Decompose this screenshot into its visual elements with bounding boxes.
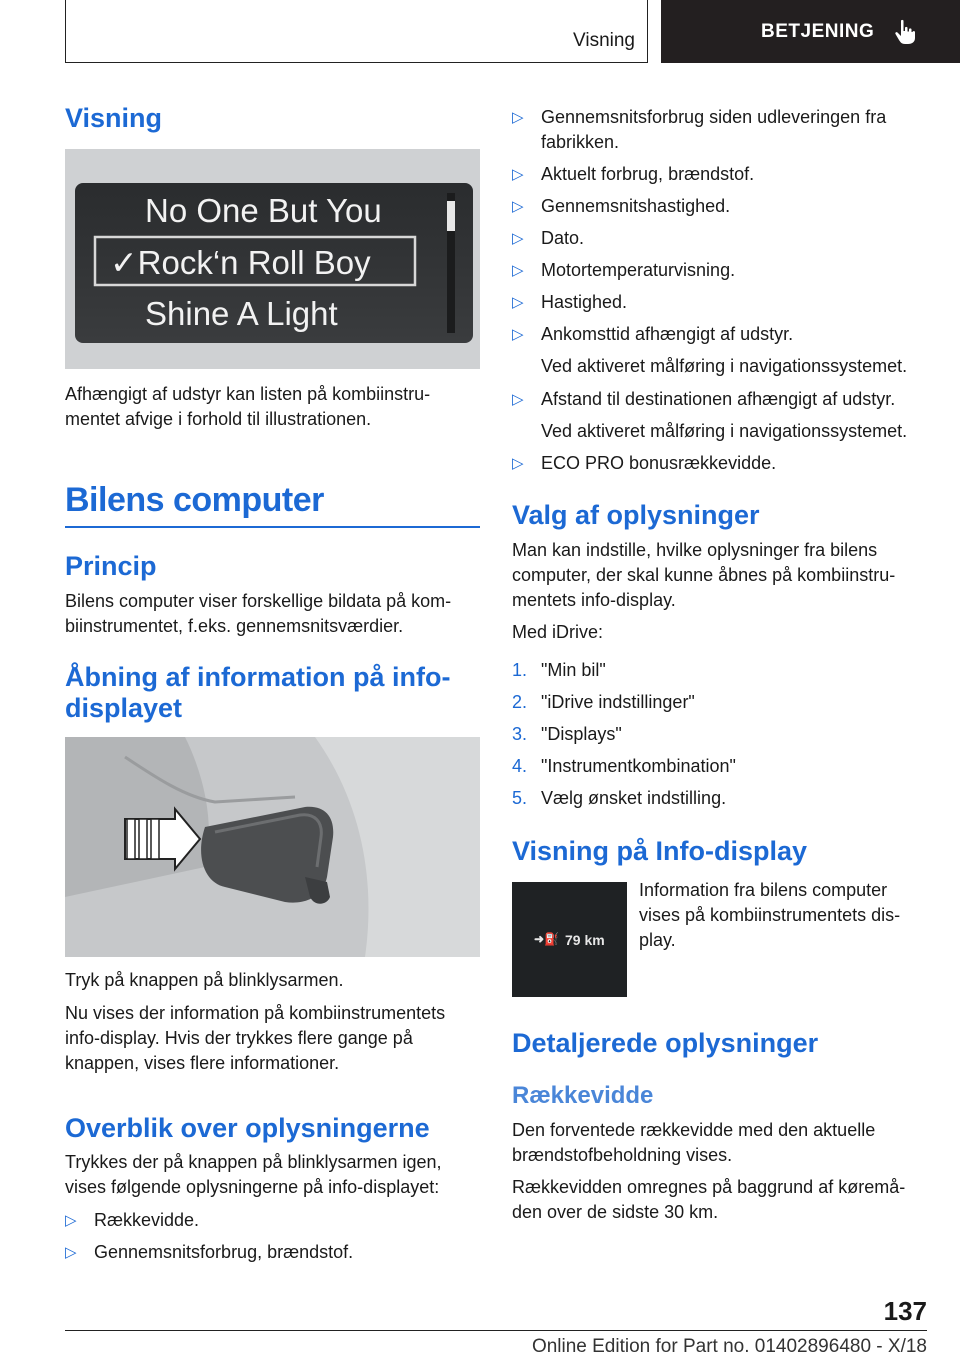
bullet-triangle-icon: ▷ <box>512 455 524 472</box>
bullet-triangle-icon: ▷ <box>512 391 524 408</box>
overblik-text: Trykkes der på knappen på blinklysarmen igen, vises følgende oplysningerne på info-displayet: <box>65 1152 442 1197</box>
infodisplay-title: Visning på Info-display <box>512 836 808 866</box>
bullet-triangle-icon: ▷ <box>512 166 524 183</box>
bullet-triangle-icon: ▷ <box>65 1212 77 1229</box>
fuel-range-icon: ➜⛽ <box>534 932 559 946</box>
song-item-2: ✓Rock‘n Roll Boy <box>110 244 371 281</box>
bullet-triangle-icon: ▷ <box>512 198 524 215</box>
figure-caption: Afhængigt af udstyr kan listen på kombiinstru-mentet afvige i forhold til illustrationen. <box>65 384 431 429</box>
bullet-triangle-icon: ▷ <box>65 1244 77 1261</box>
turn-signal-lever-figure <box>65 737 480 957</box>
footer-edition: Online Edition for Part no. 01402896480 - X/18 <box>531 1336 927 1357</box>
hand-pointer-icon <box>894 19 916 45</box>
infodisplay-text: Information fra bilens computer vises på kombiinstrumentets dis-play. <box>639 880 901 950</box>
section-title: Bilens computer <box>65 481 480 528</box>
bullet-triangle-icon: ▷ <box>512 109 524 126</box>
princip-text: Bilens computer viser forskellige bildata på kom-biinstrumentet, f.eks. gennemsnitsværdier. <box>65 591 452 636</box>
bullet-triangle-icon: ▷ <box>512 230 524 247</box>
visning-title: Visning <box>65 103 163 133</box>
page-number: 137 <box>883 1296 927 1326</box>
header-chapter-box <box>661 0 960 63</box>
song-item-3: Shine A Light <box>145 295 338 332</box>
overblik-title: Overblik over oplysningerne <box>65 1113 430 1143</box>
med-idrive-label: Med iDrive: <box>512 622 604 642</box>
raekke-title: Rækkevidde <box>512 1082 654 1109</box>
display-readout: 79 km <box>565 932 605 948</box>
aabning-title: Åbning af information på info-displayet <box>65 662 451 723</box>
header-section-box <box>65 0 648 63</box>
header-section-title: Visning <box>573 30 635 51</box>
raekke-text-1: Den forventede rækkevidde med den aktuelle brændstofbeholdning vises. <box>512 1120 876 1165</box>
bullet-triangle-icon: ▷ <box>512 262 524 279</box>
valg-title: Valg af oplysninger <box>512 500 760 530</box>
list-sub-note: Ved aktiveret målføring i navigationssystemet. <box>541 356 908 376</box>
song-list-figure <box>65 149 480 369</box>
aabning-step: Tryk på knappen på blinklysarmen. <box>65 970 344 990</box>
song-item-1: No One But You <box>145 192 382 229</box>
raekke-text-2: Rækkevidden omregnes på baggrund af køremå-den over de sidste 30 km. <box>512 1177 906 1222</box>
detail-title: Detaljerede oplysninger <box>512 1028 819 1058</box>
bullet-triangle-icon: ▷ <box>512 326 524 343</box>
info-display-figure <box>512 882 627 997</box>
list-sub-note: Ved aktiveret målføring i navigationssystemet. <box>541 421 908 441</box>
bullet-triangle-icon: ▷ <box>512 294 524 311</box>
princip-title: Princip <box>65 551 157 581</box>
footer-divider <box>65 1330 927 1331</box>
turn-signal-lever-illustration <box>65 737 480 957</box>
valg-text: Man kan indstille, hvilke oplysninger fra bilens computer, der skal kunne åbnes på kombiinstru-mentets info-display. <box>512 540 896 610</box>
aabning-text: Nu vises der information på kombiinstrumentets info-display. Hvis der trykkes flere gange på knappen, vises flere informationer. <box>65 1003 446 1073</box>
header-chapter-title: BETJENING <box>761 20 875 42</box>
